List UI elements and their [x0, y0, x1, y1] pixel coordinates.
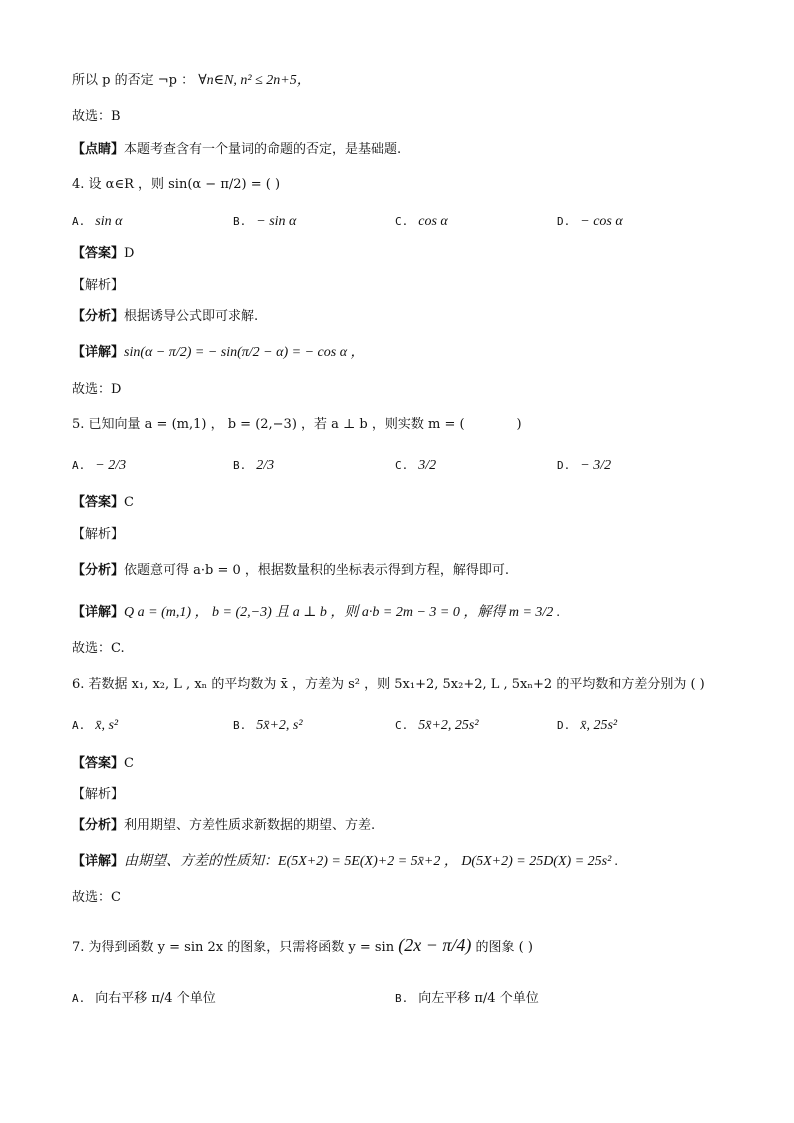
fenxi-tag: 【分析】: [72, 563, 125, 578]
q6-fenxi: [72, 817, 754, 835]
xiangjie-tag: 【详解】: [72, 854, 125, 869]
option-label: D.: [557, 459, 571, 472]
option-label: A.: [72, 459, 86, 472]
fenxi-tag: 【分析】: [72, 309, 125, 324]
q6-jiexi: 【解析】: [72, 787, 125, 802]
q6-option-a: [72, 717, 118, 735]
q4-answer: [72, 245, 754, 263]
q5-stem: 5. 已知向量 a = (m,1) ， b = (2,−3) ，若 a ⊥ b ，则实数 m = ( ): [72, 417, 522, 432]
q4-stem: 4. 设 α∈R ，则 sin(α − π/2) = ( ): [72, 177, 281, 192]
option-label: C.: [395, 459, 409, 472]
option-value: x̄, 25s²: [580, 718, 618, 733]
q6-answer: [72, 755, 754, 773]
q4-option-a: [72, 213, 122, 231]
q4-xiangjie: [72, 344, 754, 362]
option-label: A.: [72, 215, 86, 228]
q4-jiexi: 【解析】: [72, 278, 125, 293]
q6-xiangjie: [72, 853, 754, 871]
option-label: A.: [72, 992, 86, 1005]
option-label: B.: [395, 992, 409, 1005]
q6-choose: 故选：C: [72, 890, 121, 905]
q6-option-d: [557, 717, 617, 735]
option-value: 向右平移 π/4 个单位: [95, 991, 216, 1006]
option-value: sin α: [95, 214, 123, 229]
q7-stem: [72, 936, 754, 957]
q5-xiangjie: [72, 604, 754, 622]
q4-fenxi: [72, 308, 754, 326]
answer-tag: 【答案】: [72, 756, 125, 771]
option-label: B.: [233, 215, 247, 228]
q7-option-a: [72, 990, 216, 1008]
q5-choose: 故选：C.: [72, 641, 125, 656]
fenxi-text: 根据诱导公式即可求解.: [124, 309, 259, 324]
xiangjie-text: Q a = (m,1) ， b = (2,−3) 且 a ⊥ b ，则 a·b = 2m − 3 = 0 ，解得 m = 3/2 .: [124, 605, 561, 620]
option-value: 2/3: [256, 458, 275, 473]
option-value: 向左平移 π/4 个单位: [418, 991, 539, 1006]
dianjing-line: [72, 141, 754, 159]
q7-stem-start: 7. 为得到函数 y = sin 2x 的图象，只需将函数 y = sin: [72, 940, 395, 955]
option-value: 5x̄+2, 25s²: [418, 718, 479, 733]
negation-formula: ∀n∈N, n² ≤ 2n+5，: [198, 73, 311, 88]
xiangjie-tag: 【详解】: [72, 605, 125, 620]
q7-stem-formula: (2x − π/4): [398, 935, 472, 955]
option-value: 3/2: [418, 458, 437, 473]
q5-option-d: [557, 457, 611, 475]
q6-option-c: [395, 717, 479, 735]
option-label: D.: [557, 215, 571, 228]
option-value: x̄, s²: [95, 718, 119, 733]
negation-line: [72, 72, 754, 90]
option-value: 5x̄+2, s²: [256, 718, 303, 733]
q5-option-a: [72, 457, 126, 475]
option-label: B.: [233, 719, 247, 732]
q7-option-b: [395, 990, 539, 1008]
dianjing-text: 本题考查含有一个量词的命题的否定，是基础题.: [124, 142, 402, 157]
option-label: C.: [395, 215, 409, 228]
fenxi-text: 依题意可得 a·b = 0 ，根据数量积的坐标表示得到方程，解得即可.: [124, 563, 510, 578]
q4-option-c: [395, 213, 448, 231]
answer-value: C: [124, 495, 134, 510]
option-value: cos α: [418, 214, 448, 229]
xiangjie-tag: 【详解】: [72, 345, 125, 360]
option-value: − sin α: [256, 214, 297, 229]
option-label: A.: [72, 719, 86, 732]
option-value: − 2/3: [95, 458, 127, 473]
q6-stem: 6. 若数据 x₁, x₂, L , xₙ 的平均数为 x̄ ，方差为 s² ，则 5x₁+2, 5x₂+2, L , 5xₙ+2 的平均数和方差分别为 ( ): [72, 677, 705, 692]
dianjing-tag: 【点睛】: [72, 142, 125, 157]
option-label: D.: [557, 719, 571, 732]
xiangjie-text: 由期望、方差的性质知：E(5X+2) = 5E(X)+2 = 5x̄+2 ， D(5X+2) = 25D(X) = 25s² .: [124, 854, 619, 869]
q4-option-d: [557, 213, 623, 231]
negation-text: 所以 p 的否定 ¬p ：: [72, 73, 195, 88]
xiangjie-text: sin(α − π/2) = − sin(π/2 − α) = − cos α ，: [124, 345, 365, 360]
q6-option-b: [233, 717, 303, 735]
answer-value: C: [124, 756, 134, 771]
q5-option-c: [395, 457, 436, 475]
choose-line: 故选：B: [72, 109, 121, 124]
answer-value: D: [124, 246, 135, 261]
option-value: − cos α: [580, 214, 623, 229]
q5-option-b: [233, 457, 274, 475]
q5-answer: [72, 494, 754, 512]
q4-option-b: [233, 213, 296, 231]
q4-choose: 故选：D: [72, 382, 122, 397]
option-value: − 3/2: [580, 458, 612, 473]
option-label: B.: [233, 459, 247, 472]
fenxi-text: 利用期望、方差性质求新数据的期望、方差.: [124, 818, 376, 833]
answer-tag: 【答案】: [72, 246, 125, 261]
answer-tag: 【答案】: [72, 495, 125, 510]
q5-jiexi: 【解析】: [72, 527, 125, 542]
q7-stem-end: 的图象 ( ): [475, 940, 533, 955]
option-label: C.: [395, 719, 409, 732]
q5-fenxi: [72, 562, 754, 580]
fenxi-tag: 【分析】: [72, 818, 125, 833]
